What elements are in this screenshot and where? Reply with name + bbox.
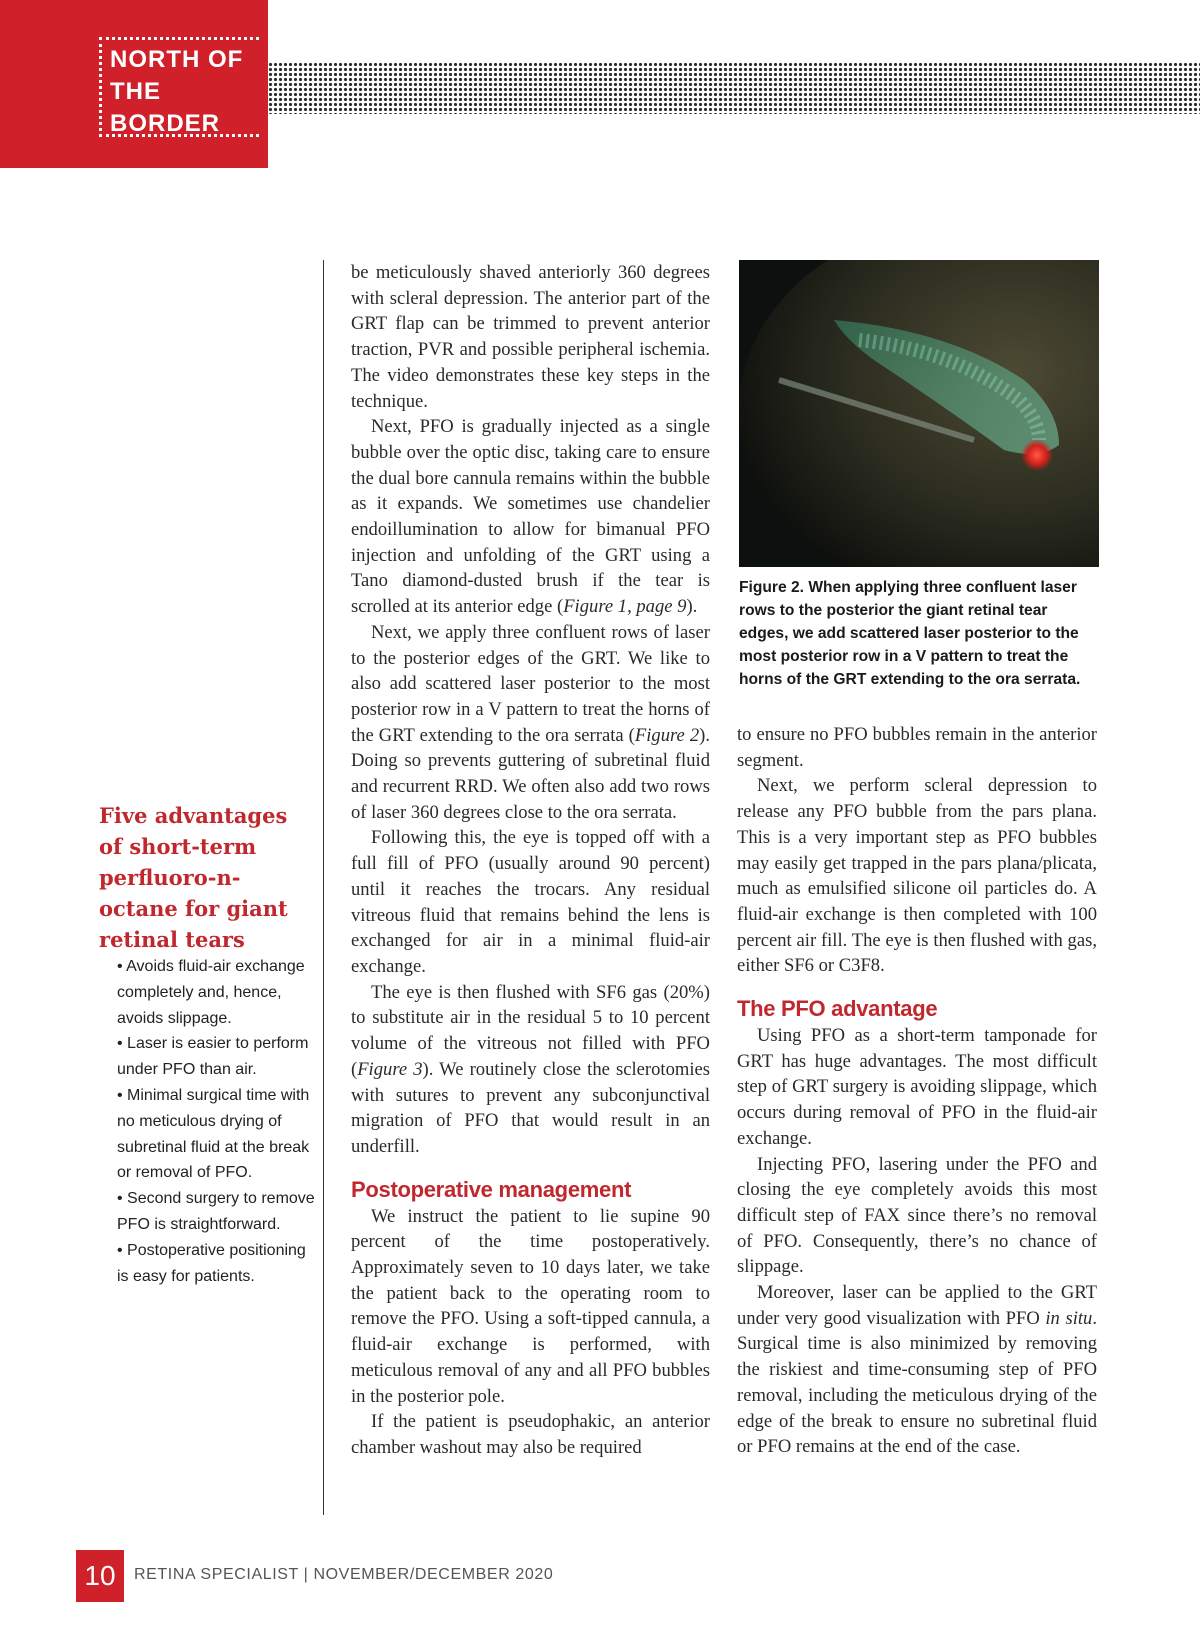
sidebar-item: • Minimal surgical time with no meticulous drying of subretinal fluid at the break or removal of PFO. — [117, 1086, 310, 1182]
sidebar-list — [117, 954, 317, 1289]
paragraph: Moreover, laser can be applied to the GRT under very good visualization with PFO in situ. Surgical time is also minimized by removing the riskiest and time-consuming step of PFO removal, including the meticulous drying of the edge of the break to ensure no subretinal fluid or PFO remains at the end of the case. — [737, 1282, 1097, 1458]
paragraph: Injecting PFO, lasering under the PFO and closing the eye completely avoids this most difficult step of FAX since there’s no removal of PFO. Consequently, there’s no chance of slippage. — [737, 1153, 1097, 1278]
fundus-photo — [739, 260, 1099, 567]
section-heading: The PFO advantage — [737, 996, 938, 1022]
paragraph: Next, we apply three confluent rows of laser to the posterior edges of the GRT. We like to also add scattered laser posterior to the most posterior row in a V pattern to treat the horns of the GRT extending to the ora serrata (Figure 2). Doing so prevents guttering of subretinal fluid and recurrent RRD. We often also add two rows of laser 360 degrees close to the ora serrata. — [351, 621, 710, 823]
sidebar-item: • Laser is easier to perform under PFO than air. — [117, 1035, 309, 1079]
emphasis: in situ — [1045, 1307, 1093, 1329]
article-column-1 — [351, 260, 710, 1461]
figure-reference: Figure 1, page 9 — [563, 596, 687, 618]
column-divider — [323, 260, 324, 1515]
sidebar-item: • Postoperative positioning is easy for patients. — [117, 1241, 306, 1285]
figure-reference: Figure 3 — [357, 1058, 423, 1080]
paragraph: be meticulously shaved anteriorly 360 degrees with scleral depression. The anterior part of the GRT flap can be trimmed to prevent anterior traction, PVR and possible peripheral ischemia. The video demonstrates these key steps in the technique. — [351, 262, 710, 412]
dotted-banner — [268, 62, 1200, 114]
tag-line-2: THE BORDER — [110, 78, 221, 137]
figure-caption: Figure 2. When applying three confluent laser rows to the posterior the giant retinal tear edges, we add scattered laser posterior to the most posterior row in a V pattern to treat the horns of the GRT extending to the ora serrata. — [739, 579, 1081, 688]
section-heading: Postoperative management — [351, 1176, 632, 1202]
section-tag — [0, 0, 268, 168]
tag-line-1: NORTH OF — [110, 46, 244, 73]
paragraph: Following this, the eye is topped off with a full fill of PFO (usually around 90 percent) until it reaches the trocars. Any residual vitreous fluid that remains behind the lens is exchanged for air in a minimal fluid-air exchange. — [351, 827, 710, 977]
sidebar-title: Five advantages of short-term perfluoro-n-octane for giant retinal tears — [99, 803, 288, 952]
page-number: 10 — [76, 1550, 124, 1602]
paragraph: Next, we perform scleral depression to release any PFO bubble from the pars plana. This is a very important step as PFO bubbles may easily get trapped in the pars plana/plicata, much as emulsified silicone oil particles do. A fluid-air exchange is then completed with 100 percent air fill. The eye is then flushed with gas, either SF6 or C3F8. — [737, 775, 1097, 977]
paragraph: to ensure no PFO bubbles remain in the anterior segment. — [737, 724, 1097, 771]
surgical-figure-image — [739, 260, 1099, 567]
sidebar-item: • Second surgery to remove PFO is straightforward. — [117, 1190, 315, 1233]
paragraph: We instruct the patient to lie supine 90 percent of the time postoperatively. Approximately seven to 10 days later, we take the patient back to the operating room to remove the PFO. Using a soft-tipped cannula, a fluid-air exchange is performed, with meticulous removal of any and all PFO bubbles in the posterior pole. — [351, 1205, 710, 1407]
footer-publication: RETINA SPECIALIST | NOVEMBER/DECEMBER 2020 — [134, 1566, 554, 1583]
sidebar-item: • Avoids fluid-air exchange completely and, hence, avoids slippage. — [117, 958, 305, 1027]
article-column-2 — [737, 722, 1097, 1460]
paragraph: Using PFO as a short-term tamponade for GRT has huge advantages. The most difficult step of GRT surgery is avoiding slippage, which occurs during removal of PFO in the fluid-air exchange. — [737, 1025, 1097, 1149]
tag-text — [110, 44, 268, 140]
paragraph: Next, PFO is gradually injected as a single bubble over the optic disc, taking care to ensure the dual bore cannula remains within the bubble as it expands. We sometimes use chandelier endoillumination to allow for bimanual PFO injection and unfolding of the GRT using a Tano diamond-dusted brush if the tear is scrolled at its anterior edge (Figure 1, page 9). — [351, 416, 710, 618]
paragraph: If the patient is pseudophakic, an anterior chamber washout may also be required — [351, 1411, 710, 1458]
paragraph: The eye is then flushed with SF6 gas (20%) to substitute air in the residual 5 to 10 percent volume of the vitreous not filled with PFO (Figure 3). We routinely close the sclerotomies with sutures to prevent any subconjunctival migration of PFO that would result in an underfill. — [351, 981, 710, 1157]
figure-reference: Figure 2 — [634, 724, 700, 746]
